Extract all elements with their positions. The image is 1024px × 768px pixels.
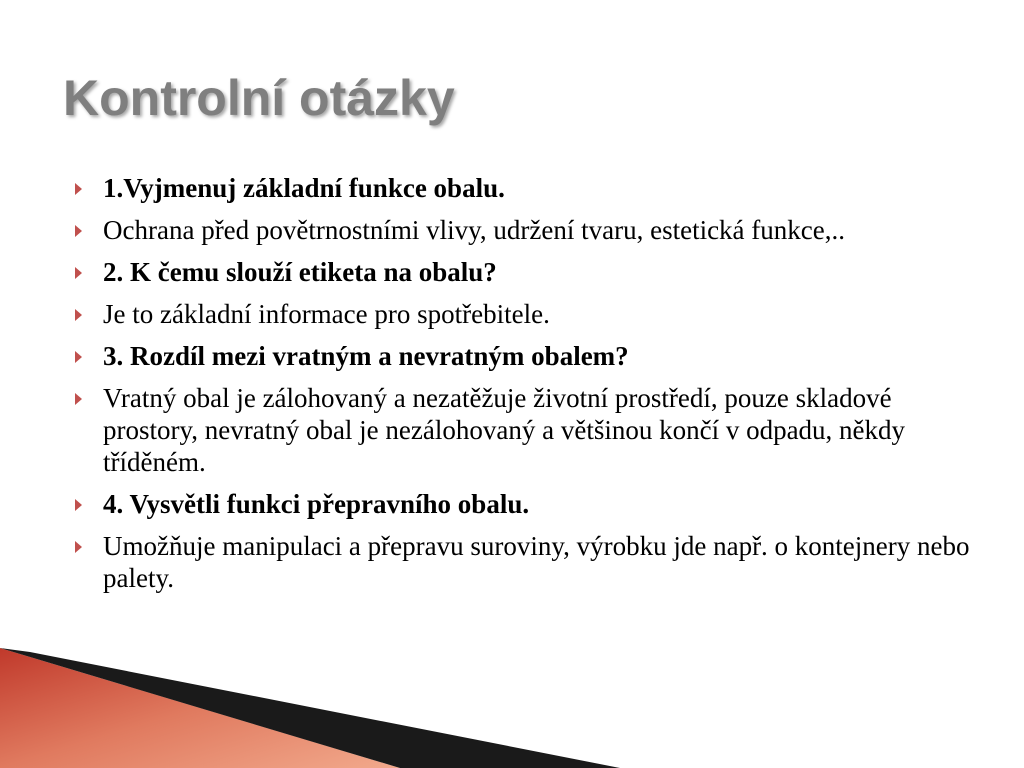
list-item-text: 1.Vyjmenuj základní funkce obalu. [103,173,505,203]
list-item-text: 4. Vysvětli funkci přepravního obalu. [103,489,530,519]
list-item-text: 2. K čemu slouží etiketa na obalu? [103,257,497,287]
list-item-text: Ochrana před povětrnostními vlivy, udržení tvaru, estetická funkce,.. [103,215,845,245]
list-item-text: Vratný obal je zálohovaný a nezatěžuje životní prostředí, pouze skladové prostory, nevratný obal je nezálohovaný a většinou končí v odpadu, někdy tříděném. [103,383,906,477]
list-item-text: 3. Rozdíl mezi vratným a nevratným obalem? [103,341,629,371]
list-item-text: Je to základní informace pro spotřebitele. [103,299,550,329]
list-item-text: Umožňuje manipulaci a přepravu suroviny, výrobku jde např. o kontejnery nebo palety. [103,531,970,593]
slide-title: Kontrolní otázky [63,70,455,126]
